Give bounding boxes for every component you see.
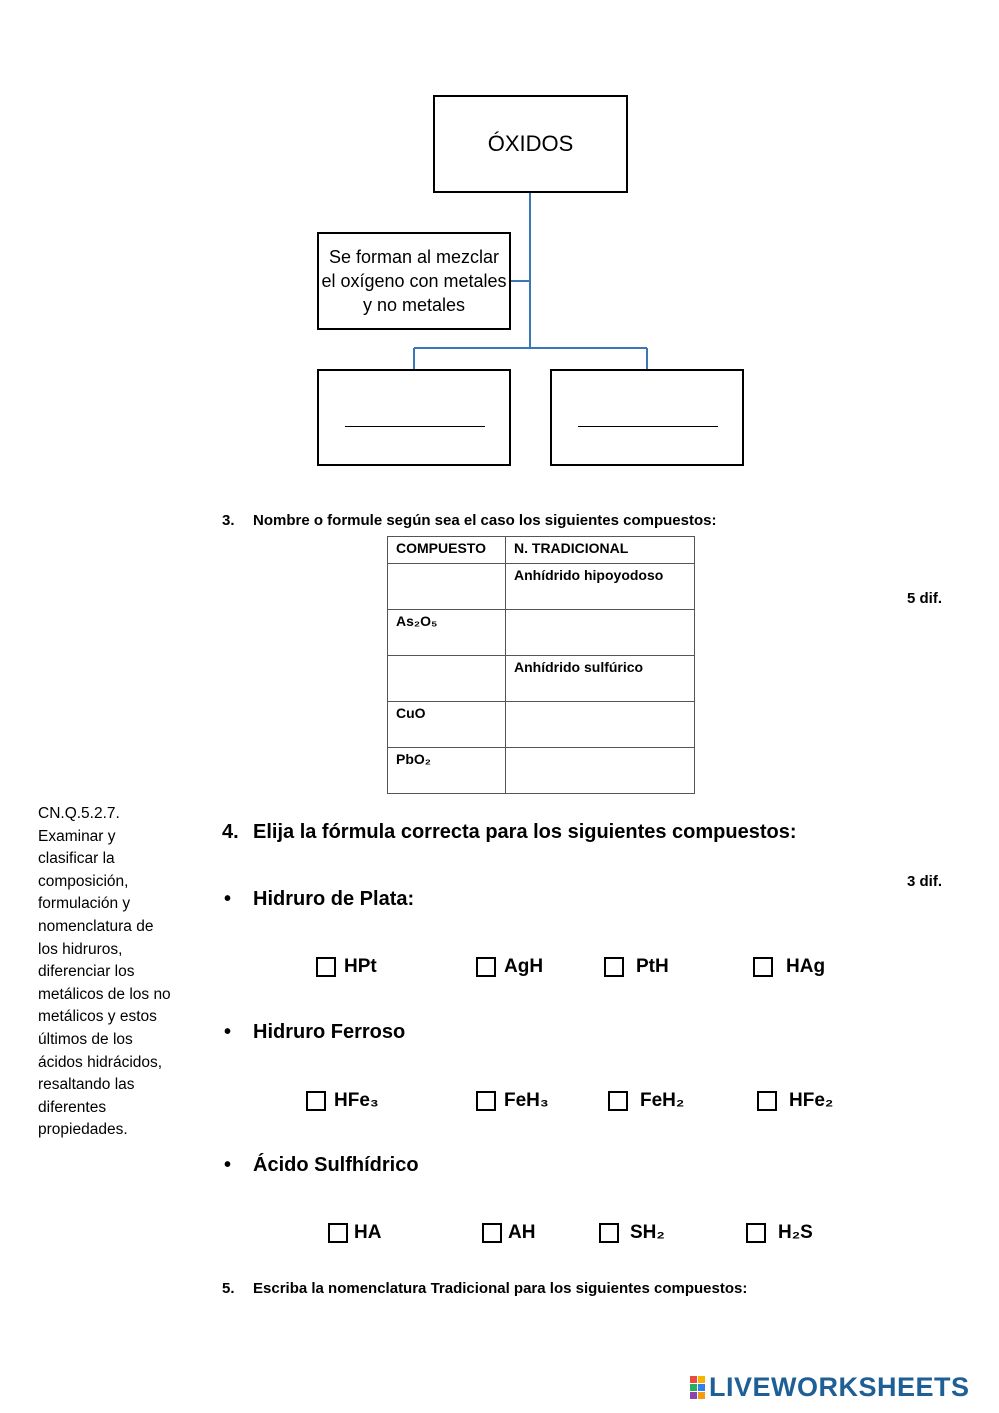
cell-compuesto: PbO₂ xyxy=(388,748,506,794)
table-row xyxy=(388,564,695,610)
option-hpt[interactable] xyxy=(316,956,377,978)
q5-number: 5. xyxy=(222,1280,235,1297)
checkbox[interactable] xyxy=(753,957,773,977)
option-ha[interactable] xyxy=(328,1222,381,1244)
bullet: • xyxy=(224,1154,232,1176)
option-hfe3[interactable] xyxy=(306,1090,379,1112)
diagram-title-box xyxy=(433,95,628,193)
header-compuesto: COMPUESTO xyxy=(388,537,506,564)
cell-nombre: Anhídrido hipoyodoso xyxy=(506,564,695,610)
option-hfe2[interactable] xyxy=(757,1090,833,1112)
q5-prompt: Escriba la nomenclatura Tradicional para los siguientes compuestos: xyxy=(253,1280,748,1297)
diagram-title: ÓXIDOS xyxy=(487,131,574,156)
option-label: HFe₂ xyxy=(789,1090,834,1111)
option-pth[interactable] xyxy=(604,956,669,978)
checkbox[interactable] xyxy=(604,957,624,977)
option-label: HAg xyxy=(786,956,826,977)
bullet: • xyxy=(224,888,232,910)
option-sh2[interactable] xyxy=(599,1222,665,1244)
item-label-hidruro-plata: Hidruro de Plata: xyxy=(253,888,415,910)
checkbox[interactable] xyxy=(746,1223,766,1243)
option-label: H₂S xyxy=(778,1222,813,1243)
answer-box-right[interactable] xyxy=(550,369,744,466)
option-feh2[interactable] xyxy=(608,1090,684,1112)
cell-compuesto: CuO xyxy=(388,702,506,748)
cell-nombre[interactable] xyxy=(506,702,695,748)
option-label: FeH₂ xyxy=(640,1090,685,1111)
cell-compuesto[interactable] xyxy=(388,564,506,610)
item-label-hidruro-ferroso: Hidruro Ferroso xyxy=(253,1021,406,1043)
liveworksheets-logo[interactable] xyxy=(690,1372,970,1403)
q4-prompt: Elija la fórmula correcta para los siguientes compuestos: xyxy=(253,821,797,843)
option-label: PtH xyxy=(636,956,669,977)
option-label: AgH xyxy=(504,956,544,977)
option-label: FeH₃ xyxy=(504,1090,549,1111)
option-feh3[interactable] xyxy=(476,1090,549,1112)
checkbox[interactable] xyxy=(306,1091,326,1111)
option-hag[interactable] xyxy=(753,956,825,978)
logo-text: LIVEWORKSHEETS xyxy=(709,1372,970,1402)
compounds-table xyxy=(387,536,695,794)
checkbox[interactable] xyxy=(482,1223,502,1243)
cell-nombre: Anhídrido sulfúrico xyxy=(506,656,695,702)
option-agh[interactable] xyxy=(476,956,543,978)
cell-nombre[interactable] xyxy=(506,610,695,656)
header-nombre: N. TRADICIONAL xyxy=(506,537,695,564)
diagram-note: Se forman al mezclar el oxígeno con metales y no metales xyxy=(321,247,507,315)
checkbox[interactable] xyxy=(316,957,336,977)
option-label: HPt xyxy=(344,956,377,977)
q3-number: 3. xyxy=(222,512,235,529)
curriculum-note: CN.Q.5.2.7. Examinar y clasificar la composición, formulación y nomenclatura de los hidruros, diferenciar los metálicos de los no metálicos y estos últimos de los ácidos hidrácidos, resaltando las diferentes propiedades. xyxy=(38,805,171,1139)
option-label: HA xyxy=(354,1222,382,1243)
answer-box-left[interactable] xyxy=(317,369,511,466)
checkbox[interactable] xyxy=(608,1091,628,1111)
cell-compuesto: As₂O₅ xyxy=(388,610,506,656)
option-label: AH xyxy=(508,1222,536,1243)
table-row xyxy=(388,610,695,656)
option-label: HFe₃ xyxy=(334,1090,379,1111)
table-row xyxy=(388,702,695,748)
checkbox[interactable] xyxy=(476,1091,496,1111)
q4-difficulty: 3 dif. xyxy=(907,873,943,890)
table-row xyxy=(388,656,695,702)
cell-nombre[interactable] xyxy=(506,748,695,794)
q4-number: 4. xyxy=(222,821,239,843)
checkbox[interactable] xyxy=(599,1223,619,1243)
option-ah[interactable] xyxy=(482,1222,535,1244)
option-h2s[interactable] xyxy=(746,1222,813,1244)
q3-difficulty: 5 dif. xyxy=(907,590,943,607)
table-header-row xyxy=(388,537,695,564)
answer-blank-right[interactable] xyxy=(578,426,718,427)
item-label-acido-sulfhidrico: Ácido Sulfhídrico xyxy=(253,1154,419,1176)
q3-prompt: Nombre o formule según sea el caso los siguientes compuestos: xyxy=(253,512,717,529)
table-row xyxy=(388,748,695,794)
answer-blank-left[interactable] xyxy=(345,426,485,427)
checkbox[interactable] xyxy=(328,1223,348,1243)
bullet: • xyxy=(224,1021,232,1043)
logo-blocks-icon xyxy=(690,1376,705,1399)
diagram-note-box xyxy=(317,232,511,330)
cell-compuesto[interactable] xyxy=(388,656,506,702)
checkbox[interactable] xyxy=(476,957,496,977)
option-label: SH₂ xyxy=(630,1222,665,1243)
checkbox[interactable] xyxy=(757,1091,777,1111)
